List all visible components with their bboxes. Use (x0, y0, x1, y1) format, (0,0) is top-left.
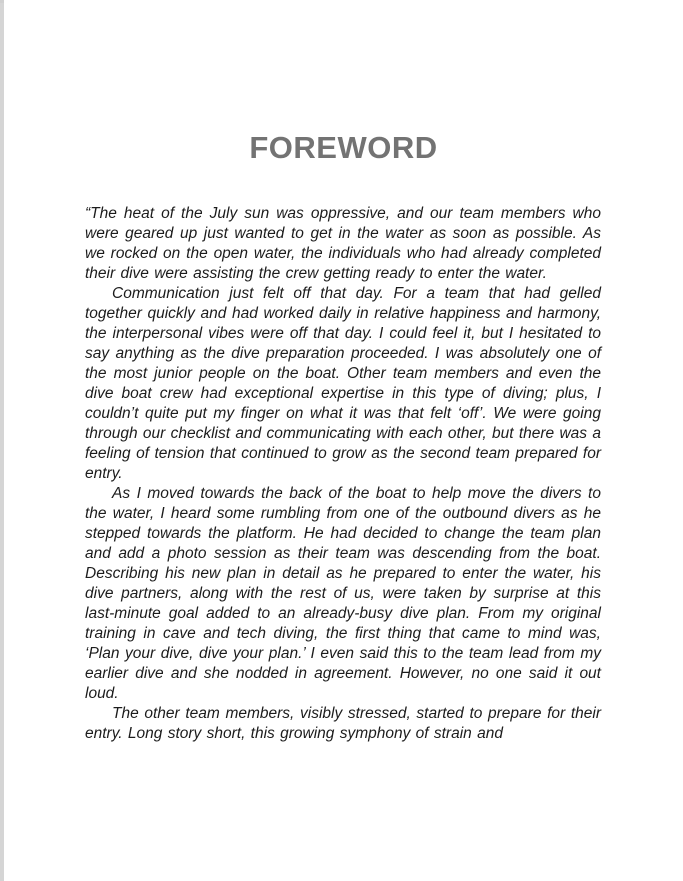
paragraph: Communication just felt off that day. For a team that had gelled together quickly and had worked daily in relative happiness and harmony, the interpersonal vibes were off that day. I could feel it, but I hesitated to say anything as the dive preparation proceeded. I was absolutely one of the most junior people on the boat. Other team members and even the dive boat crew had exceptional expertise in this type of diving; plus, I couldn’t quite put my finger on what it was that felt ‘off’. We were going through our checklist and communicating with each other, but there was a feeling of tension that continued to grow as the second team prepared for entry. (85, 285, 601, 482)
paragraph: As I moved towards the back of the boat to help move the divers to the water, I heard some rumbling from one of the outbound divers as he stepped towards the platform. He had decided to change the team plan and add a photo session as their team was descending from the boat. Describing his new plan in detail as he prepared to enter the water, his dive partners, along with the rest of us, were taken by surprise at this last-minute goal added to an already-busy dive plan. From my original training in cave and tech diving, the first thing that came to mind was, ‘Plan your dive, dive your plan.’ I even said this to the team lead from my earlier dive and she nodded in agreement. However, no one said it out loud. (85, 485, 601, 702)
paragraph: The other team members, visibly stressed, started to prepare for their entry. Long story short, this growing symphony of strain and (85, 705, 601, 742)
paragraph: “The heat of the July sun was oppressive, and our team members who were geared up just wanted to get in the water as soon as possible. As we rocked on the open water, the individuals who had already completed their dive were assisting the crew getting ready to enter the water. (85, 205, 601, 282)
page-title: FOREWORD (249, 130, 438, 165)
document-page (4, 0, 683, 881)
body-text (85, 204, 601, 744)
